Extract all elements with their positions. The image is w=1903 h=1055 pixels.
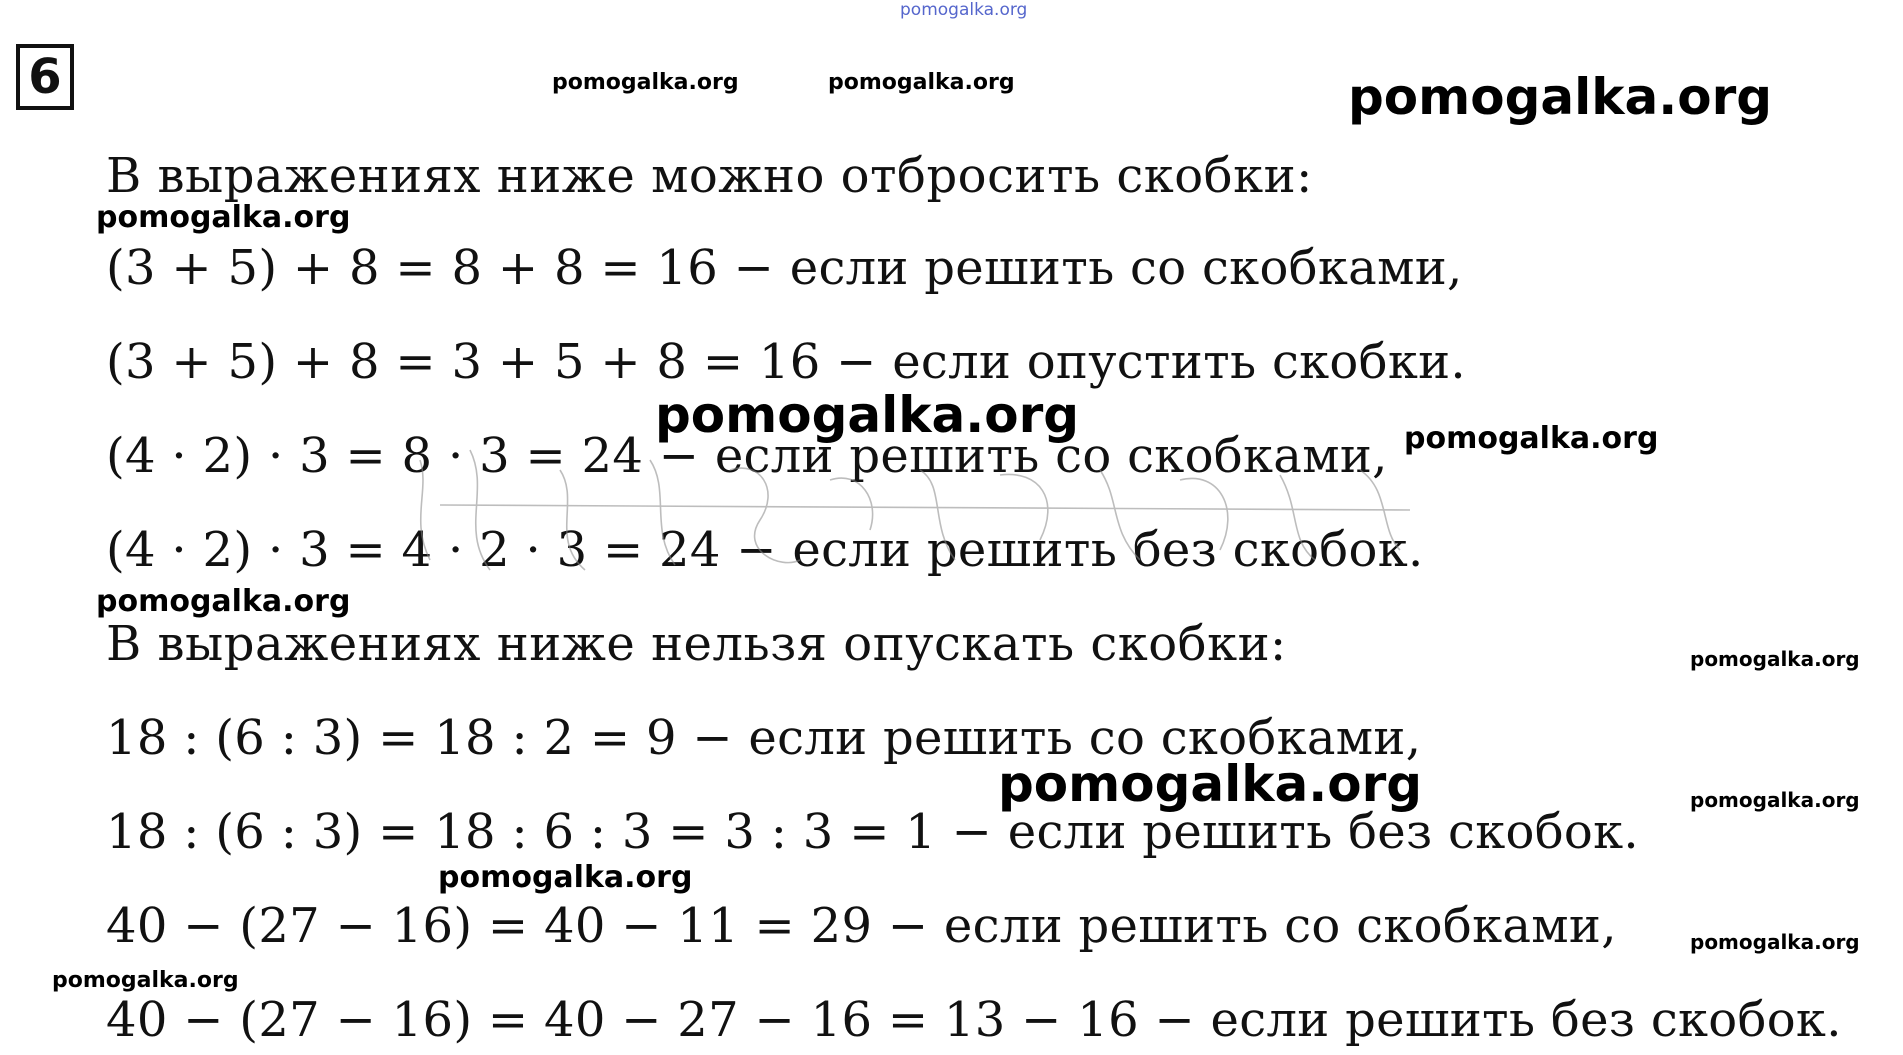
- watermark: pomogalka.org: [1404, 421, 1659, 456]
- task-number-box: 6: [16, 44, 74, 110]
- expression-line: (4 · 2) · 3 = 4 · 2 · 3 = 24 − если решить без скобок.: [106, 522, 1424, 578]
- expression-line: (3 + 5) + 8 = 8 + 8 = 16 − если решить со скобками,: [106, 240, 1463, 296]
- watermark: pomogalka.org: [1690, 647, 1860, 671]
- watermark: pomogalka.org: [828, 70, 1015, 95]
- watermark: pomogalka.org: [96, 200, 351, 235]
- expression-line: 18 : (6 : 3) = 18 : 6 : 3 = 3 : 3 = 1 − если решить без скобок.: [106, 804, 1639, 860]
- watermark: pomogalka.org: [52, 968, 239, 993]
- expression-line: (4 · 2) · 3 = 8 · 3 = 24 − если решить со скобками,: [106, 428, 1388, 484]
- watermark: pomogalka.org: [1690, 788, 1860, 812]
- watermark-top: pomogalka.org: [900, 0, 1028, 20]
- section2-heading: В выражениях ниже нельзя опускать скобки:: [106, 616, 1287, 672]
- watermark: pomogalka.org: [96, 584, 351, 619]
- watermark: pomogalka.org: [1348, 68, 1773, 126]
- watermark: pomogalka.org: [655, 386, 1080, 444]
- expression-line: (3 + 5) + 8 = 3 + 5 + 8 = 16 − если опустить скобки.: [106, 334, 1466, 390]
- watermark: pomogalka.org: [1690, 930, 1860, 954]
- watermark: pomogalka.org: [998, 755, 1423, 813]
- expression-line: 40 − (27 − 16) = 40 − 11 = 29 − если решить со скобками,: [106, 898, 1617, 954]
- expression-line: 40 − (27 − 16) = 40 − 27 − 16 = 13 − 16 − если решить без скобок.: [106, 992, 1842, 1048]
- section1-heading: В выражениях ниже можно отбросить скобки:: [106, 148, 1313, 204]
- watermark: pomogalka.org: [438, 860, 693, 895]
- expression-line: 18 : (6 : 3) = 18 : 2 = 9 − если решить со скобками,: [106, 710, 1422, 766]
- watermark: pomogalka.org: [552, 70, 739, 95]
